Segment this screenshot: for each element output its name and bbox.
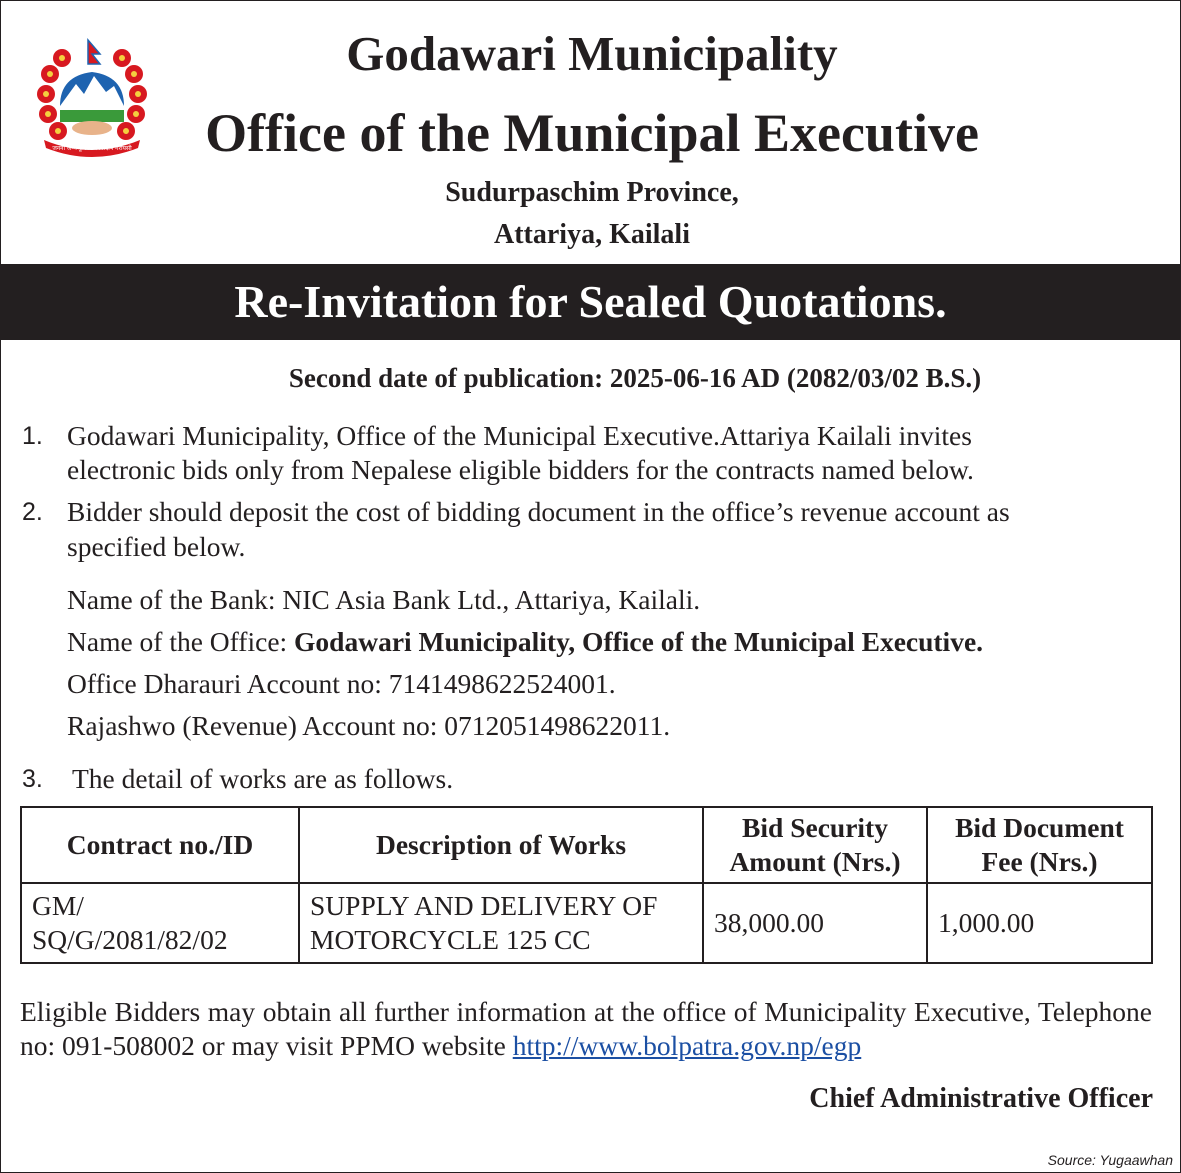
header-document-fee	[927, 807, 1152, 883]
item-1-line-2: electronic bids only from Nepalese eligible bidders for the contracts named below.	[67, 454, 974, 485]
revenue-value: 0712051498622011.	[444, 710, 671, 741]
header-contract: Contract no./ID	[21, 807, 299, 883]
emblem-caption: जननी जन्मभूमिश्च स्वर्गादपि गरीयसी	[52, 145, 132, 152]
revenue-account-line	[67, 709, 1157, 743]
bank-value: NIC Asia Bank Ltd., Attariya, Kailali.	[282, 584, 701, 615]
item-3-text: The detail of works are as follows.	[72, 763, 454, 794]
header-fee-line2: Fee (Nrs.)	[981, 846, 1098, 877]
office-name-line	[67, 625, 1157, 659]
address-line: Attariya, Kailali	[494, 219, 690, 250]
contract-line2: SQ/G/2081/82/02	[32, 924, 228, 955]
header-security-line2: Amount (Nrs.)	[729, 846, 901, 877]
header-description: Description of Works	[299, 807, 703, 883]
header-fee-line1: Bid Document	[955, 812, 1124, 843]
dharauri-account-line	[67, 667, 1157, 701]
dharauri-label: Office Dharauri Account no:	[67, 668, 382, 699]
notice-banner: Re-Invitation for Sealed Quotations.	[1, 264, 1180, 340]
office-title: Office of the Municipal Executive	[205, 103, 979, 163]
cell-document-fee: 1,000.00	[927, 883, 1152, 963]
works-table	[20, 806, 1153, 964]
closing-paragraph	[20, 995, 1152, 1063]
table-header-row	[21, 807, 1152, 883]
municipality-title: Godawari Municipality	[346, 26, 838, 81]
closing-text: Eligible Bidders may obtain all further information at the office of Municipality Executive, Telephone no: 091-508002 or may visit PPMO website	[20, 996, 1152, 1061]
cell-description	[299, 883, 703, 963]
cell-contract	[21, 883, 299, 963]
item-number-1: 1.	[22, 422, 43, 450]
header-bid-security	[703, 807, 927, 883]
description-line1: SUPPLY AND DELIVERY OF	[310, 890, 658, 921]
nepal-emblem-icon	[26, 36, 160, 160]
bank-label: Name of the Bank:	[67, 584, 276, 615]
description-line2: MOTORCYCLE 125 CC	[310, 924, 591, 955]
source-credit: Source: Yugaawhan	[1047, 1152, 1173, 1168]
bank-name-line	[67, 583, 1157, 617]
revenue-label: Rajashwo (Revenue) Account no:	[67, 710, 438, 741]
item-1-line-1: Godawari Municipality, Office of the Municipal Executive.Attariya Kailali invites	[67, 420, 972, 451]
dharauri-value: 7141498622524001.	[388, 668, 616, 699]
office-value: Godawari Municipality, Office of the Municipal Executive.	[294, 626, 984, 657]
item-number-3: 3.	[22, 765, 43, 793]
item-2-line-2: specified below.	[67, 531, 246, 562]
ppmo-website-link[interactable]: http://www.bolpatra.gov.np/egp	[512, 1030, 862, 1061]
province-line: Sudurpaschim Province,	[445, 177, 739, 208]
header-security-line1: Bid Security	[742, 812, 888, 843]
contract-line1: GM/	[32, 890, 84, 921]
publication-date: Second date of publication: 2025-06-16 AD (2082/03/02 B.S.)	[288, 363, 982, 393]
item-number-2: 2.	[22, 498, 43, 526]
signatory-title: Chief Administrative Officer	[809, 1083, 1153, 1114]
item-2-line-1: Bidder should deposit the cost of bidding document in the office’s revenue account as	[67, 496, 1010, 527]
table-row	[21, 883, 1152, 963]
cell-bid-security: 38,000.00	[703, 883, 927, 963]
office-label: Name of the Office:	[67, 626, 288, 657]
